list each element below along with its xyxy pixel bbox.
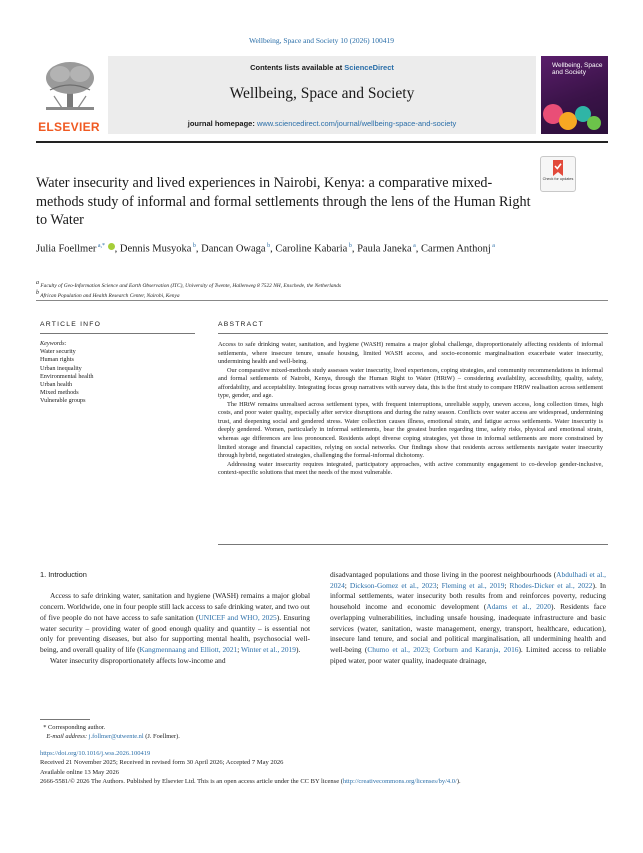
cover-title: Wellbeing, Space and Society [552,62,603,77]
body-text: ; [344,580,350,590]
keyword-item: Environmental health [40,372,94,380]
citation-link[interactable]: Adams et al., 2020 [486,602,551,612]
citation-link[interactable]: Abdulhadi et al., 2024 [330,570,606,590]
masthead-rule [36,141,608,143]
body-text: ). Residents face overlapping vulnerabilities, including unsafe housing, inadequate infrastructure and basic services (water, sanitation, waste management, energy, transport, healthcare, education), insecure land tenure, and social and political marginalisation, all undermining health and well-being ( [330,602,607,654]
doi-link[interactable]: https://doi.org/10.1016/j.wss.2026.100419 [40,750,151,757]
author-separator: , [351,243,358,255]
homepage-prefix: journal homepage: [187,119,257,128]
author-affiliation-marker[interactable]: b [265,243,271,249]
author-separator: , [114,243,120,255]
affiliations [36,280,596,301]
available-online: Available online 13 May 2026 [40,768,119,776]
article-info-heading: ARTICLE INFO [40,321,102,328]
email-label: E-mail address: [46,733,88,740]
body-paragraph [40,591,310,655]
abstract-paragraph: Access to safe drinking water, sanitation, and hygiene (WASH) remains a major global challenge, disproportionately affecting residents of informal settlements, where insecure tenure, unsafe housing, limited WASH access, and socio-economic marginalisation exacerbate water insecurity, undermining health and well-being. [218,341,603,366]
masthead-banner [108,56,536,134]
journal-cover-thumbnail[interactable] [541,56,608,134]
abstract-body [218,341,603,478]
author-affiliation-marker[interactable]: a,* [96,243,106,249]
body-column-left [40,570,310,666]
elsevier-tree-icon [42,60,98,112]
sciencedirect-link[interactable]: ScienceDirect [344,63,394,72]
body-text: ; [436,580,442,590]
footnote-rule [40,719,90,720]
publisher-name: ELSEVIER [38,120,100,134]
check-for-updates-button[interactable] [540,156,576,192]
body-text: ; [504,580,510,590]
affiliation-marker: a [36,280,39,286]
elsevier-logo[interactable] [36,58,102,134]
author-separator: , [270,243,276,255]
author-separator: , [195,243,202,255]
body-text: disadvantaged populations and those living in the poorest neighbourhoods ( [330,570,557,579]
citation-link[interactable]: Kangmennaang and Elliott, 2021 [139,644,238,654]
body-text: ; [237,644,242,654]
author-affiliation-marker[interactable]: a [490,243,495,249]
body-text: ). Ensuring water security – providing water of good enough quality and quantity – is essential not only for preventing diseases, but also for supporting mental health, psychosocial well-being, and overall quality of life ( [40,612,311,654]
journal-reference-link[interactable]: Wellbeing, Space and Society 10 (2026) 100419 [249,36,394,45]
orcid-icon[interactable] [108,243,115,250]
author-separator: , [415,243,422,255]
keyword-item: Mixed methods [40,389,79,397]
affiliation-text: African Population and Health Research Center, Nairobi, Kenya [39,293,180,300]
bookmark-check-icon [551,160,565,176]
homepage-line [108,119,536,128]
keyword-item: Urban inequality [40,364,82,372]
body-text: ). [295,644,301,654]
body-text: ; [428,644,434,654]
license-prefix: 2666-5581/© 2026 The Authors. Published by Elsevier Ltd. This is an open access article under the CC BY license ( [40,778,343,786]
email-note [40,732,340,741]
license-link[interactable]: http://creativecommons.org/licenses/by/4.0/ [342,778,457,786]
keyword-item: Water security [40,348,76,356]
citation-link[interactable]: Winter et al., 2019 [241,644,296,654]
journal-masthead [36,56,608,138]
article-info-rule [40,333,195,334]
citation-link[interactable]: UNICEF and WHO, 2025 [198,612,277,622]
author-affiliation-marker[interactable]: b [191,243,196,249]
citation-link[interactable]: Fleming et al., 2019 [441,580,505,590]
author-name[interactable]: Dennis Musyoka [119,243,192,255]
author-name[interactable]: Julia Foellmer [36,243,97,255]
citation-link[interactable]: Dickson-Gomez et al., 2023 [349,580,437,590]
license-line [40,777,610,786]
citation-link[interactable]: Chumo et al., 2023 [367,644,429,654]
affiliation-rule [36,300,608,301]
received-dates: Received 21 November 2025; Received in revised form 30 April 2026; Accepted 7 May 2026 [40,759,284,767]
abstract-paragraph: Our comparative mixed-methods study assesses water insecurity, lived experiences, coping strategies, and community recommendations in informal and formal settlements of Nairobi, Kenya, through the Human Right to Water (HRtW) – considering availability, accessibility, quality, safety, affordability, and acceptability. Integrating focus group narratives with survey data, this is the first study to compare HRtW realisation across settlement type, gender, and age. [218,366,603,400]
affiliation-marker: b [36,290,39,297]
homepage-link[interactable]: www.sciencedirect.com/journal/wellbeing-space-and-society [256,119,457,128]
author-name[interactable]: Caroline Kabaria [275,243,348,255]
keyword-item: Urban health [40,381,73,389]
body-column-right [330,570,606,666]
abstract-paragraph: Addressing water insecurity requires integrated, participatory approaches, with active community engagement to co-develop gender-inclusive, context-specific solutions that meet the needs of the most vulnerable. [218,460,603,477]
contents-prefix: Contents lists available at [250,63,345,72]
affiliation-item [36,280,596,290]
article-footer [40,749,610,787]
keywords-label: Keywords: [40,340,67,347]
body-text: ). In informal settlements, water insecurity both results from and reinforces poverty, reducing household income and economic development ( [330,580,606,612]
email-link[interactable]: j.follmer@utwente.nl [88,733,144,740]
citation-link[interactable]: Rhodes-Dicker et al., 2022 [509,580,593,590]
keyword-item: Vulnerable groups [40,397,86,405]
citation-link[interactable]: Corburn and Karanja, 2016 [433,644,519,654]
email-suffix: (J. Foellmer). [145,733,180,740]
corresponding-author-note: * Corresponding author. [40,724,106,731]
contents-line [108,63,536,72]
abstract-bottom-rule [218,544,608,545]
body-text: Access to safe drinking water, sanitation and hygiene (WASH) remains a major global concern. Worldwide, one in four people still lack access to safe drinking water, and two out of five people do not have access to safe sanitation ( [40,591,310,622]
author-name[interactable]: Carmen Anthonj [421,243,491,255]
check-updates-label: Check for updates [542,177,574,181]
keyword-item: Human rights [40,356,74,364]
abstract-heading: ABSTRACT [218,321,264,328]
body-paragraph: Water insecurity disproportionately affects low-income and [50,655,226,665]
body-text: ). Limited access to reliable piped water, poor water quality, inadequate drainage, [330,644,606,665]
license-suffix: ). [456,778,461,786]
keywords-list [40,348,195,405]
affiliation-text: Faculty of Geo-Information Science and Earth Observation (ITC), University of Twente, Hallenweg 8 7522 NH, Enschede, the Netherlands [39,282,342,289]
introduction-heading: 1. Introduction [40,570,87,579]
keywords-block [40,340,195,406]
corresponding-author-text: Corresponding author. [48,724,106,731]
cover-decoration-green [587,116,601,130]
article-title: Water insecurity and lived experiences in Nairobi, Kenya: a comparative mixed-methods study of informal and formal settlements through the lens of the Human Right to Water [36,175,531,228]
author-name[interactable]: Paula Janeka [357,243,412,255]
author-affiliation-marker[interactable]: b [347,243,352,249]
author-name[interactable]: Dancan Owaga [201,243,266,255]
abstract-paragraph: The HRtW remains unrealised across settlement types, with frequent interruptions, unreliable supply, uneven access, long collection times, high costs, and poor water quality, especially after service disruptions and during the rainy season. Conflicts over water access are widespread, undermining trust, and deepening social and gendered stress. Water collection causes illness, emotional strain, and fatigue across settlements. Water insecurity is deeply gendered. Women, particularly in informal settlements, bear the greatest burden regarding time, safety risks, physical and emotional strain, whereas age differences are less pronounced. Residents adopt diverse coping strategies, yet those in informal settlements are more constrained by limited storage and financial capacities, relying on social networks. Our findings show that residents across settlements navigate water insecurity through hybrid, negotiated strategies, challenging the formal-informal dichotomy. [218,400,603,460]
footnote [40,723,340,741]
body-paragraph [330,570,606,666]
abstract-rule [218,333,608,334]
author-affiliation-marker[interactable]: a [411,243,416,249]
journal-title: Wellbeing, Space and Society [229,85,415,102]
author-list [36,238,576,258]
